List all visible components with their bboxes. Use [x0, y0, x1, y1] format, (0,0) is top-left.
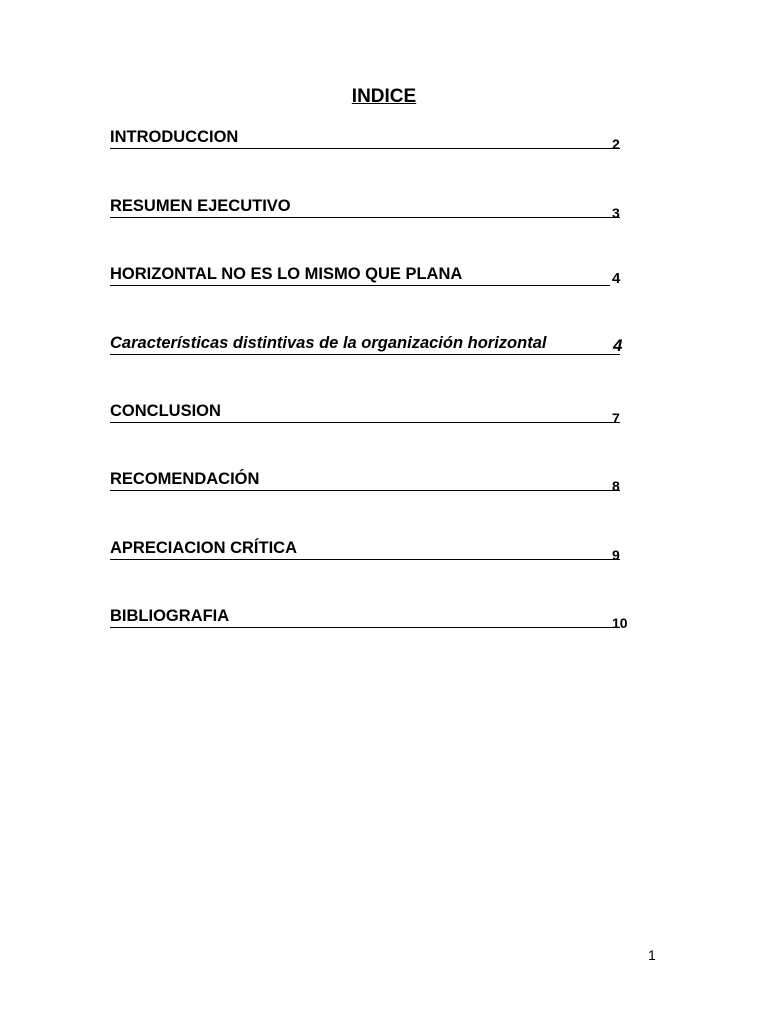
toc-entry-label: RESUMEN EJECUTIVO [110, 197, 291, 215]
toc-entry-horizontal [110, 264, 620, 286]
toc-entry-page: 3 [612, 205, 620, 221]
toc-entry-underline [110, 354, 620, 355]
toc-entry-introduccion [110, 127, 620, 152]
toc-entry-label: HORIZONTAL NO ES LO MISMO QUE PLANA [110, 265, 463, 283]
toc-entry-underline [110, 217, 620, 218]
toc-entry-underline [110, 148, 620, 149]
toc-entry-label: RECOMENDACIÓN [110, 470, 260, 488]
toc-entry-page: 2 [612, 136, 620, 152]
toc-entry-label: BIBLIOGRAFIA [110, 607, 230, 625]
toc-entry-page: 4 [613, 336, 623, 355]
page-number: 1 [648, 947, 656, 963]
toc-entry-underline [110, 627, 620, 628]
toc-entry-underline [110, 559, 620, 560]
toc-entry-bibliografia [110, 606, 628, 631]
toc-entry-label: CONCLUSION [110, 402, 221, 420]
toc-entry-page: 7 [612, 410, 620, 426]
toc-entry-label: INTRODUCCION [110, 128, 239, 146]
toc-entry-label: Características distintivas de la organización horizontal [110, 334, 547, 352]
toc-entry-recomendacion [110, 469, 620, 494]
toc-entry-resumen-ejecutivo [110, 196, 620, 221]
toc-entry-apreciacion-critica [110, 538, 620, 563]
toc-entry-page: 8 [612, 478, 620, 494]
toc-entry-underline [110, 490, 620, 491]
toc-entry-page: 4 [612, 270, 621, 287]
toc-entry-caracteristicas [110, 333, 623, 355]
document-title: INDICE [351, 86, 417, 107]
toc-entry-page: 9 [612, 547, 620, 563]
toc-entry-underline [110, 422, 620, 423]
toc-entry-page: 10 [612, 615, 628, 631]
toc-entry-conclusion [110, 401, 620, 426]
toc-entry-underline [110, 285, 610, 286]
toc-entry-label: APRECIACION CRÍTICA [110, 539, 298, 557]
